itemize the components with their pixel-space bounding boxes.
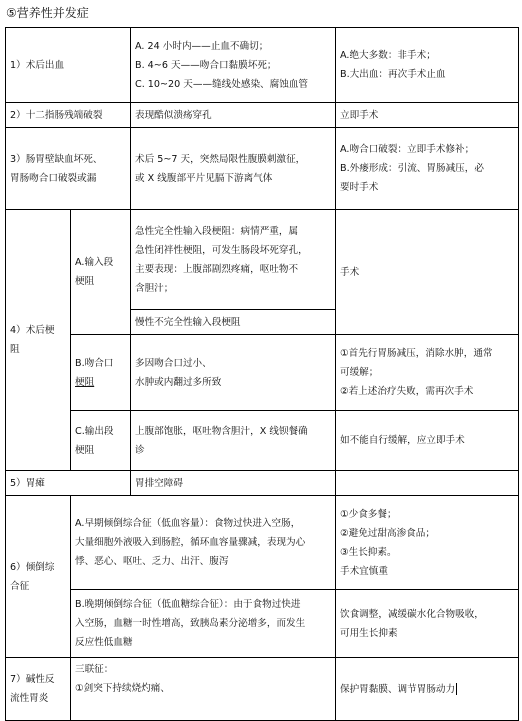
cause-line: C. 10~20 天——缝线处感染、腐蚀血管	[135, 78, 309, 90]
sub-label	[70, 209, 131, 335]
cause-cell	[70, 589, 336, 658]
sub-label	[70, 334, 131, 411]
cause-cell	[130, 209, 336, 310]
treatment-cell	[335, 102, 519, 128]
cause-line: 急性完全性输入段梗阻：病情严重，属	[135, 225, 299, 237]
treatment-line: 手术	[340, 266, 360, 278]
row-label-text: 5）胃瘫	[10, 477, 45, 489]
cause-line: 慢性不完全性输入段梗阻	[135, 316, 241, 328]
cause-line: 主要表现：上腹部剧烈疼痛，呕吐物不	[135, 263, 299, 275]
cause-cell	[70, 495, 336, 590]
cause-cell	[130, 102, 336, 128]
treatment-cell	[335, 495, 519, 590]
page-title: ⑤营养性并发症	[6, 6, 89, 20]
treatment-line: 手术宜慎重	[340, 565, 388, 577]
row-label	[5, 495, 71, 658]
treatment-line: 可用生长抑素	[340, 627, 398, 639]
treatment-line: ②避免过甜高渗食品；	[340, 527, 435, 539]
cause-line: 诊	[135, 444, 145, 456]
row-label-text: 1）术后出血	[10, 59, 65, 71]
treatment-cell	[335, 334, 519, 411]
sub-label-text: C.输出段	[75, 425, 114, 437]
sub-label-text: A.输入段	[75, 257, 114, 268]
treatment-cell	[335, 657, 519, 721]
row-label-text: 流性胃炎	[10, 693, 49, 704]
cause-line: 含胆汁；	[135, 282, 174, 294]
sub-label-text: B.吻合口	[75, 357, 114, 369]
treatment-line: B.大出血：再次手术止血	[340, 69, 446, 80]
row-label	[5, 102, 131, 128]
complications-table	[5, 27, 519, 721]
cause-line: A.早期倾倒综合征（低血容量）：食物过快进入空肠，	[75, 518, 301, 529]
cause-line: 急性闭袢性梗阻，可发生肠段坏死穿孔，	[135, 244, 308, 256]
row-label	[5, 27, 131, 103]
cause-cell	[130, 27, 336, 103]
row-label-text: 4）术后梗	[10, 325, 55, 336]
cause-cell	[130, 127, 336, 210]
row-label-text: 胃肠吻合口破裂或漏	[10, 172, 97, 184]
text-cursor	[456, 683, 457, 695]
treatment-line	[340, 680, 514, 699]
treatment-line: ①首先行胃肠减压，消除水肿，通常	[340, 348, 493, 359]
treatment-line: B.外瘘形成：引流、胃肠减压，必	[340, 163, 484, 174]
treatment-line: 可缓解；	[340, 367, 379, 378]
treatment-text: 保护胃黏膜、调节胃肠动力	[340, 683, 456, 695]
treatment-cell	[335, 209, 519, 335]
cause-line: B.晚期倾倒综合征（低血糖综合征）：由于食物过快进	[75, 599, 301, 610]
cause-line: 反应性低血糖	[75, 637, 133, 648]
sub-label-text: 梗阻	[75, 276, 95, 287]
row-label-text: 合征	[10, 580, 30, 592]
cause-line: A. 24 小时内——止血不确切；	[135, 40, 269, 52]
cause-line: 上腹部饱胀，呕吐物含胆汁，X 线钡餐确	[135, 425, 308, 437]
cause-cell	[130, 334, 336, 411]
treatment-line: 要时手术	[340, 182, 379, 193]
cause-line: 悸、恶心、呕吐、乏力、出汗、腹泻	[75, 556, 229, 567]
row-label-text: 6）倾倒综	[10, 561, 55, 573]
row-label-text: 阻	[10, 344, 20, 355]
row-label-text: 2）十二指肠残端破裂	[10, 109, 103, 121]
treatment-line: ②若上述治疗失败，需再次手术	[340, 386, 474, 397]
row-label	[5, 657, 71, 721]
treatment-cell	[335, 27, 519, 103]
sub-label-text: 梗阻	[75, 376, 95, 388]
cause-line: 多因吻合口过小、	[135, 357, 212, 369]
treatment-line: A.绝大多数：非手术；	[340, 50, 436, 61]
cause-cell	[130, 470, 336, 496]
cause-line: 三联征：	[75, 664, 114, 675]
treatment-cell	[335, 470, 519, 496]
cause-cell	[130, 410, 336, 471]
cause-cell	[130, 309, 336, 335]
cause-line: B. 4~6 天——吻合口黏膜坏死；	[135, 59, 277, 71]
row-label	[5, 470, 131, 496]
treatment-line: 如不能自行缓解，应立即手术	[340, 435, 465, 446]
cause-line: ①剑突下持续烧灼痛、	[75, 683, 170, 694]
treatment-cell	[335, 589, 519, 658]
cause-line: 入空肠，血糖一时性增高，致胰岛素分泌增多，而发生	[75, 618, 306, 629]
treatment-cell	[335, 410, 519, 471]
treatment-line: ③生长抑素。	[340, 546, 397, 558]
cause-line: 胃排空障碍	[135, 477, 183, 489]
sub-label-text: 梗阻	[75, 444, 95, 456]
treatment-line: A.吻合口破裂：立即手术修补；	[340, 144, 475, 155]
cause-cell	[70, 657, 336, 721]
row-label-text: 3）肠胃壁缺血坏死、	[10, 153, 103, 165]
row-label	[5, 127, 131, 210]
cause-line: 术后 5~7 天，突然局限性腹膜刺激征，	[135, 153, 306, 165]
cause-line: 大量细胞外液吸入到肠腔，循环血容量骤减，表现为心	[75, 537, 306, 548]
row-label	[5, 209, 71, 471]
cause-line: 水肿或内翻过多所致	[135, 376, 222, 388]
treatment-line: ①少食多餐；	[340, 508, 397, 520]
treatment-line: 立即手术	[340, 109, 379, 121]
sub-label	[70, 410, 131, 471]
treatment-cell	[335, 127, 519, 210]
row-label-text: 7）碱性反	[10, 674, 55, 685]
cause-line: 表现酷似溃疡穿孔	[135, 109, 212, 121]
treatment-line: 饮食调整，减缓碳水化合物吸收，	[340, 608, 484, 620]
cause-line: 或 X 线腹部平片见膈下游离气体	[135, 172, 273, 184]
